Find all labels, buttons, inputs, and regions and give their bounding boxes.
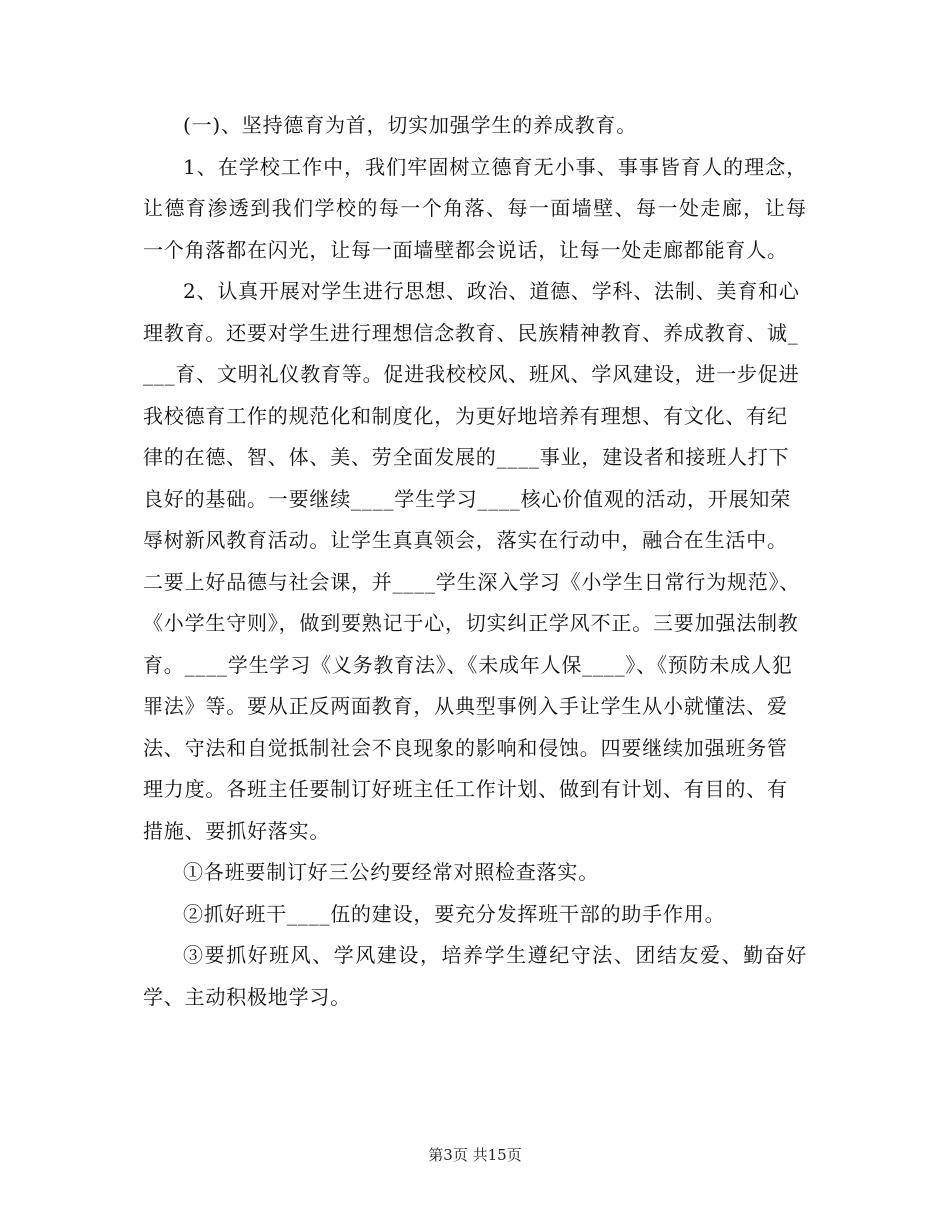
- list-item-2: ②抓好班干____伍的建设，要充分发挥班干部的助手作用。: [183, 901, 726, 926]
- list-item-3: ③要抓好班风、学风建设，培养学生遵纪守法、团结友爱、勤奋好学、主动积极地学习。: [143, 943, 807, 1009]
- paragraph-2: 2、认真开展对学生进行思想、政治、道德、学科、法制、美育和心理教育。还要对学生进行理想信念教育、民族精神教育、养成教育、诚____育、文明礼仪教育等。促进我校校风、班风、学风建设，进一步促进我校德育工作的规范化和制度化，为更好地培养有理想、有文化、有纪律的在德、智、体、美、劳全面发展的____事业，建设者和接班人打下良好的基础。一要继续____学生学习____核心价值观的活动，开展知荣辱树新风教育活动。让学生真真领会，落实在行动中，融合在生活中。二要上好品德与社会课，并____学生深入学习《小学生日常行为规范》、《小学生守则》，做到要熟记于心，切实纠正学风不正。三要加强法制教育。____学生学习《义务教育法》、《未成年人保____》、《预防未成人犯罪法》等。要从正反两面教育，从典型事例入手让学生从小就懂法、爱法、守法和自觉抵制社会不良现象的影响和侵蚀。四要继续加强班务管理力度。各班主任要制订好班主任工作计划、做到有计划、有目的、有措施、要抓好落实。: [143, 279, 801, 843]
- page-number: 第3页 共15页: [428, 1146, 522, 1164]
- list-item-1: ①各班要制订好三公约要经常对照检查落实。: [183, 860, 599, 884]
- section-heading: (一)、坚持德育为首，切实加强学生的养成教育。: [183, 113, 638, 137]
- document-body: [143, 105, 807, 1018]
- paragraph-1: 1、在学校工作中，我们牢固树立德育无小事、事事皆育人的理念，让德育渗透到我们学校的每一个角落、每一面墙壁、每一处走廊，让每一个角落都在闪光，让每一面墙壁都会说话，让每一处走廊都能育人。: [143, 154, 807, 262]
